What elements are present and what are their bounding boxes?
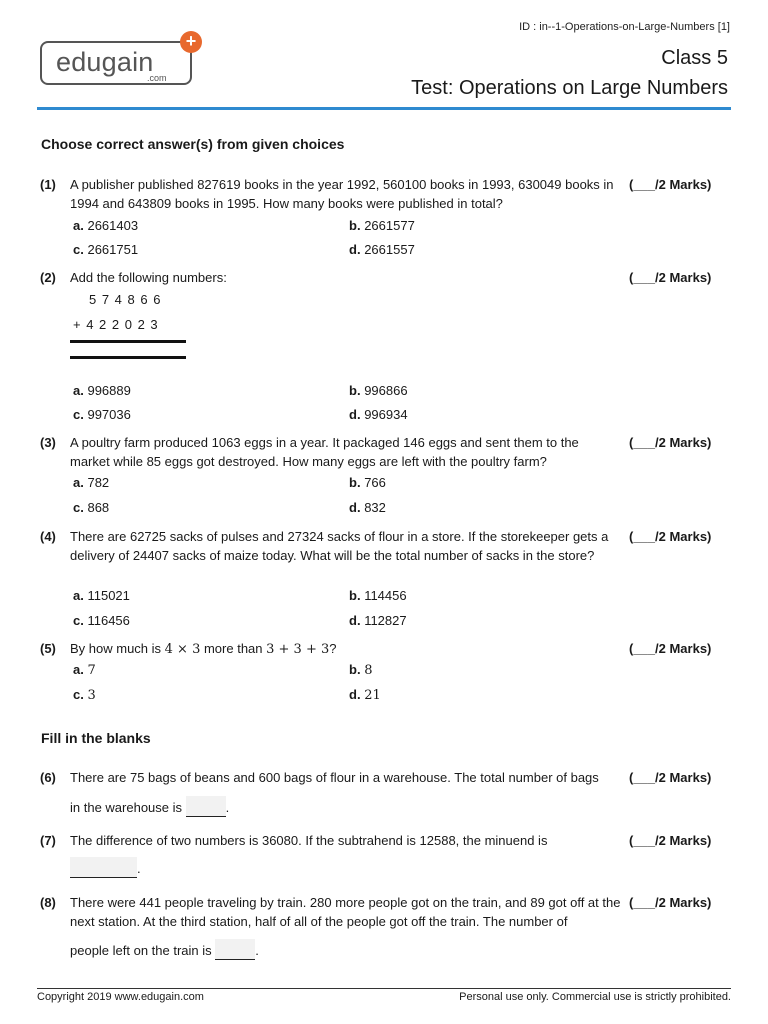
question-text-part: more than: [200, 641, 267, 656]
logo-domain: .com: [147, 73, 167, 83]
question-number: (5): [40, 641, 56, 656]
option-value: 21: [364, 688, 381, 703]
marks-label: (___/2 Marks): [629, 641, 712, 656]
header-divider: [37, 107, 731, 110]
option-key: d.: [349, 242, 361, 257]
option-key: a.: [73, 218, 84, 233]
option-key: b.: [349, 588, 361, 603]
question-text-line: [70, 796, 622, 817]
option-key: c.: [73, 613, 84, 628]
question-text-line: [70, 857, 622, 878]
marks-label: (___/2 Marks): [629, 270, 712, 285]
edugain-logo: [40, 31, 197, 85]
question-text: The difference of two numbers is 36080. If the subtrahend is 12588, the minuend is: [70, 833, 548, 848]
question-text: There are 75 bags of beans and 600 bags of flour in a warehouse. The total number of bags: [70, 770, 599, 785]
option-key: d.: [349, 500, 361, 515]
answer-blank[interactable]: [186, 796, 226, 817]
question-text: Add the following numbers:: [70, 270, 227, 285]
option-key: d.: [349, 687, 361, 702]
option-b[interactable]: [349, 475, 386, 490]
question-text: There were 441 people traveling by train. 280 more people got on the train, and 89 got off at the next station. At the third station, half of all of the people got off the train. The number of: [70, 895, 621, 929]
question-text-part: .: [225, 800, 230, 815]
question-text: [70, 639, 622, 659]
sum-line: [70, 340, 186, 343]
document-id: ID : in--1-Operations-on-Large-Numbers [1]: [519, 21, 730, 33]
option-key: b.: [349, 383, 361, 398]
option-value: 832: [364, 500, 386, 515]
option-key: b.: [349, 662, 361, 677]
footer-notice: Personal use only. Commercial use is strictly prohibited.: [459, 991, 731, 1003]
sum-line: [70, 356, 186, 359]
marks-label: (___/2 Marks): [629, 177, 712, 192]
option-key: c.: [73, 242, 84, 257]
marks-label: (___/2 Marks): [629, 529, 712, 544]
option-key: a.: [73, 588, 84, 603]
question-text: A publisher published 827619 books in the year 1992, 560100 books in 1993, 630049 books in 1994 and 643809 books in 1995. How many books were published in total?: [70, 177, 614, 211]
question-number: (4): [40, 529, 56, 544]
option-value: 2661557: [364, 242, 415, 257]
option-a[interactable]: [73, 475, 109, 490]
question-text-part: .: [255, 943, 259, 958]
option-c[interactable]: [73, 613, 130, 628]
answer-blank[interactable]: [215, 939, 255, 960]
option-value: 996934: [364, 407, 408, 422]
option-c[interactable]: [73, 407, 131, 422]
option-d[interactable]: [349, 242, 415, 257]
option-value: 2661403: [87, 218, 139, 233]
answer-blank[interactable]: [70, 857, 137, 878]
question-number: (3): [40, 435, 56, 450]
option-d[interactable]: [349, 500, 386, 515]
footer-copyright: Copyright 2019 www.edugain.com: [37, 991, 204, 1003]
option-value: 2661751: [87, 242, 139, 257]
option-d[interactable]: [349, 407, 408, 422]
option-value: 996866: [364, 383, 408, 398]
test-title: Test: Operations on Large Numbers: [411, 77, 728, 99]
option-value: 3: [87, 688, 96, 703]
option-key: c.: [73, 687, 84, 702]
option-key: d.: [349, 407, 361, 422]
class-label: Class 5: [661, 47, 728, 69]
option-key: c.: [73, 500, 84, 515]
option-a[interactable]: [73, 588, 130, 603]
option-c[interactable]: [73, 242, 138, 257]
option-key: b.: [349, 475, 361, 490]
option-c[interactable]: [73, 687, 96, 703]
option-b[interactable]: [349, 588, 407, 603]
option-key: b.: [349, 218, 361, 233]
logo-wordmark: edugain: [56, 47, 154, 77]
section-title-mcq: Choose correct answer(s) from given choices: [41, 136, 345, 152]
addend-second: + 4 2 2 0 2 3: [73, 317, 159, 332]
option-b[interactable]: [349, 218, 415, 233]
option-value: 782: [87, 475, 110, 490]
option-value: 868: [87, 500, 110, 515]
question-number: (6): [40, 770, 56, 785]
option-value: 114456: [364, 588, 407, 603]
question-number: (1): [40, 177, 56, 192]
section-title-fill: Fill in the blanks: [41, 730, 151, 746]
option-b[interactable]: [349, 662, 372, 678]
option-value: 116456: [87, 613, 130, 628]
option-d[interactable]: [349, 687, 381, 703]
option-key: a.: [73, 475, 84, 490]
option-value: 996889: [87, 383, 131, 398]
option-key: a.: [73, 662, 84, 677]
addend-first: 5 7 4 8 6 6: [89, 292, 162, 307]
option-value: 8: [364, 663, 373, 678]
marks-label: (___/2 Marks): [629, 770, 712, 785]
footer-divider: [37, 988, 731, 989]
plus-icon: +: [180, 31, 202, 53]
option-value: 7: [87, 663, 96, 678]
marks-label: (___/2 Marks): [629, 435, 712, 450]
math-expression: 4 × 3: [164, 642, 201, 657]
question-text-part: ?: [329, 641, 337, 656]
option-a[interactable]: [73, 662, 96, 678]
math-expression: 3 + 3 + 3: [266, 642, 330, 657]
option-a[interactable]: [73, 218, 138, 233]
marks-label: (___/2 Marks): [629, 895, 712, 910]
option-b[interactable]: [349, 383, 408, 398]
question-text-part: .: [137, 861, 141, 876]
option-c[interactable]: [73, 500, 109, 515]
question-text-part: By how much is: [70, 641, 165, 656]
option-value: 112827: [364, 613, 407, 628]
question-text-part: in the warehouse is: [70, 800, 183, 815]
marks-label: (___/2 Marks): [629, 833, 712, 848]
option-key: c.: [73, 407, 84, 422]
option-value: 766: [364, 475, 386, 490]
question-text: There are 62725 sacks of pulses and 27324 sacks of flour in a store. If the storekeeper gets a delivery of 24407 sacks of maize today. What will be the total number of sacks in the store?: [70, 529, 609, 563]
question-number: (2): [40, 270, 56, 285]
option-value: 997036: [87, 407, 131, 422]
question-number: (7): [40, 833, 56, 848]
option-value: 2661577: [364, 218, 415, 233]
question-number: (8): [40, 895, 56, 910]
option-key: a.: [73, 383, 84, 398]
option-key: d.: [349, 613, 361, 628]
option-d[interactable]: [349, 613, 407, 628]
option-value: 115021: [87, 588, 130, 603]
question-text: A poultry farm produced 1063 eggs in a year. It packaged 146 eggs and sent them to the market while 85 eggs got destroyed. How many eggs are left with the poultry farm?: [70, 435, 579, 469]
option-a[interactable]: [73, 383, 131, 398]
question-text-part: people left on the train is: [70, 943, 212, 958]
question-text-line: [70, 939, 622, 960]
